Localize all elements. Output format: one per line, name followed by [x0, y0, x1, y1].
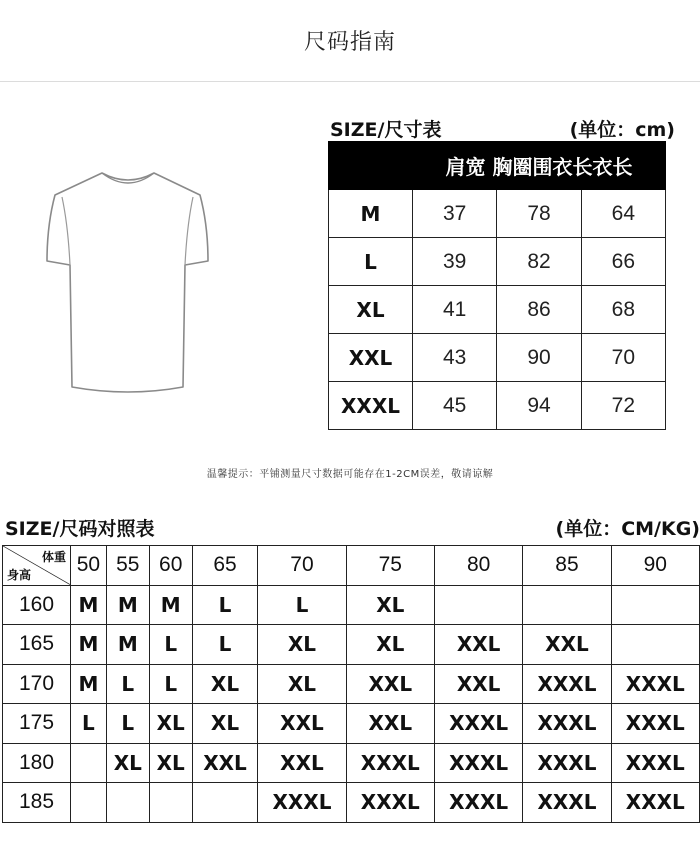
length-value: 64 [581, 190, 665, 238]
size-cell: XXXL [434, 743, 522, 783]
length-value: 72 [581, 382, 665, 430]
size-cell [611, 585, 699, 625]
size-cell: XL [192, 704, 258, 744]
size-cell [523, 585, 611, 625]
chart-table-heading [5, 514, 700, 542]
weight-label: 体重 [41, 550, 66, 564]
table-row [329, 334, 666, 382]
height-value: 180 [3, 743, 71, 783]
shoulder-value: 39 [413, 238, 497, 286]
size-table-header [329, 142, 666, 190]
size-cell: L [106, 704, 149, 744]
size-cell: L [71, 704, 107, 744]
size-cell: XL [192, 664, 258, 704]
size-cell: XL [149, 704, 192, 744]
weight-header: 65 [192, 546, 258, 586]
size-cell [106, 783, 149, 823]
size-cell [71, 783, 107, 823]
length-value: 70 [581, 334, 665, 382]
table-row [3, 743, 700, 783]
size-cell: XL [106, 743, 149, 783]
table-row [3, 585, 700, 625]
table-row [3, 783, 700, 823]
table-row [329, 190, 666, 238]
table-row [329, 238, 666, 286]
table-row [329, 286, 666, 334]
size-cell: M [71, 585, 107, 625]
height-value: 170 [3, 664, 71, 704]
size-cell: XXL [523, 625, 611, 665]
size-table [328, 141, 666, 430]
chest-value: 82 [497, 238, 581, 286]
chest-value: 78 [497, 190, 581, 238]
size-cell [192, 783, 258, 823]
weight-header: 90 [611, 546, 699, 586]
weight-header-row [3, 546, 700, 586]
size-cell: XXL [346, 704, 434, 744]
size-cell: XXXL [523, 783, 611, 823]
height-value: 160 [3, 585, 71, 625]
size-label: XXL [329, 334, 413, 382]
length-value: 68 [581, 286, 665, 334]
table-row [3, 625, 700, 665]
height-value: 175 [3, 704, 71, 744]
size-cell: M [149, 585, 192, 625]
weight-header: 55 [106, 546, 149, 586]
size-cell: XXL [434, 664, 522, 704]
size-cell: L [149, 625, 192, 665]
size-cell: XL [346, 585, 434, 625]
chart-table-unit: (单位：CM/KG) [555, 518, 700, 540]
size-cell: M [106, 625, 149, 665]
weight-header: 75 [346, 546, 434, 586]
size-cell [434, 585, 522, 625]
size-table-unit: (单位：cm) [569, 119, 675, 141]
table-row [3, 664, 700, 704]
weight-header: 50 [71, 546, 107, 586]
size-cell: M [106, 585, 149, 625]
size-cell: XL [346, 625, 434, 665]
size-cell: XXXL [523, 664, 611, 704]
size-cell: XXL [258, 743, 346, 783]
size-cell: XL [258, 664, 346, 704]
size-cell [71, 743, 107, 783]
shoulder-value: 41 [413, 286, 497, 334]
size-cell: XXXL [523, 704, 611, 744]
size-cell: XXXL [434, 783, 522, 823]
size-cell: XXL [434, 625, 522, 665]
size-table-heading [330, 115, 675, 141]
size-cell: L [106, 664, 149, 704]
size-cell: XXXL [611, 664, 699, 704]
size-cell: XXL [192, 743, 258, 783]
height-value: 165 [3, 625, 71, 665]
size-table-title: SIZE/尺寸表 [330, 119, 442, 141]
tshirt-outline-icon [40, 165, 215, 400]
page-title: 尺码指南 [303, 30, 396, 55]
chest-value: 94 [497, 382, 581, 430]
measurement-note: 温馨提示：平铺测量尺寸数据可能存在1-2CM误差，敬请谅解 [206, 469, 494, 480]
size-cell: XXXL [346, 743, 434, 783]
chest-value: 90 [497, 334, 581, 382]
size-table-corner [329, 142, 413, 190]
page-header [0, 0, 700, 82]
weight-header: 85 [523, 546, 611, 586]
height-label: 身高 [7, 567, 32, 582]
chest-value: 86 [497, 286, 581, 334]
size-chart-table [2, 545, 700, 823]
size-label: XL [329, 286, 413, 334]
size-cell: XXXL [434, 704, 522, 744]
size-label: L [329, 238, 413, 286]
size-cell [149, 783, 192, 823]
table-row [329, 382, 666, 430]
weight-header: 70 [258, 546, 346, 586]
length-value: 66 [581, 238, 665, 286]
height-value: 185 [3, 783, 71, 823]
size-cell: L [192, 625, 258, 665]
size-label: M [329, 190, 413, 238]
size-table-columns: 肩宽 胸圈围衣长衣长 [413, 142, 666, 190]
size-cell: XXXL [611, 783, 699, 823]
size-label: XXXL [329, 382, 413, 430]
table-corner [3, 546, 71, 586]
size-cell: XL [149, 743, 192, 783]
table-row [3, 704, 700, 744]
size-cell: L [149, 664, 192, 704]
weight-header: 60 [149, 546, 192, 586]
size-cell: XXXL [258, 783, 346, 823]
size-cell: M [71, 625, 107, 665]
size-cell: XXXL [611, 743, 699, 783]
size-cell [611, 625, 699, 665]
size-cell: XL [258, 625, 346, 665]
size-cell: XXXL [346, 783, 434, 823]
size-cell: XXL [258, 704, 346, 744]
size-cell: XXXL [611, 704, 699, 744]
shoulder-value: 37 [413, 190, 497, 238]
size-cell: L [258, 585, 346, 625]
size-cell: XXXL [523, 743, 611, 783]
shoulder-value: 45 [413, 382, 497, 430]
weight-header: 80 [434, 546, 522, 586]
chart-table-title: SIZE/尺码对照表 [5, 518, 155, 540]
shoulder-value: 43 [413, 334, 497, 382]
size-cell: XXL [346, 664, 434, 704]
size-cell: M [71, 664, 107, 704]
size-cell: L [192, 585, 258, 625]
